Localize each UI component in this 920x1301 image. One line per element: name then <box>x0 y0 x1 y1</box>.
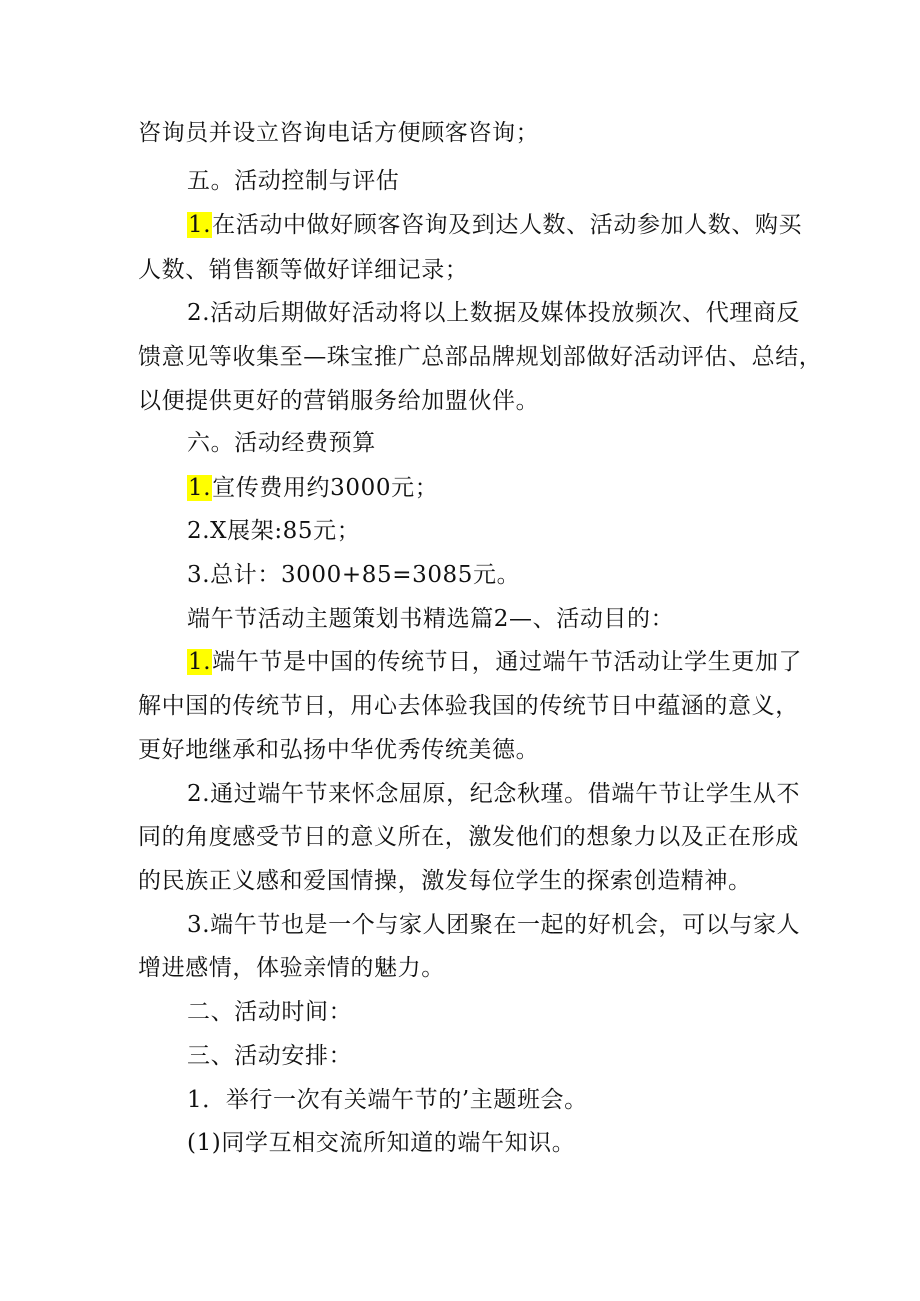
heading-text: 二、活动时间： <box>187 999 353 1025</box>
line-text: 以便提供更好的营销服务给加盟伙伴。 <box>138 388 540 414</box>
highlighted-number: 1. <box>188 475 212 501</box>
section-heading <box>187 166 847 196</box>
line-text: 馈意见等收集至—珠宝推广总部品牌规划部做好活动评估、总结， <box>138 344 823 370</box>
highlighted-number: 1. <box>188 649 212 675</box>
paragraph-line <box>138 386 798 416</box>
line-text: 解中国的传统节日，用心去体验我国的传统节日中蕴涵的意义， <box>138 693 799 719</box>
line-text: 宣传费用约3000元； <box>212 475 439 501</box>
paragraph-line <box>187 516 847 546</box>
section-heading <box>187 1041 847 1071</box>
line-text: 端午节是中国的传统节日，通过端午节活动让学生更加了 <box>212 649 803 675</box>
line-text: 2.活动后期做好活动将以上数据及媒体投放频次、代理商反 <box>187 300 801 326</box>
paragraph-line <box>138 822 798 852</box>
paragraph-line <box>187 1128 847 1158</box>
paragraph-line <box>138 691 798 721</box>
paragraph-line <box>187 560 847 590</box>
heading-text: 五。活动控制与评估 <box>187 168 400 194</box>
highlighted-number: 1. <box>188 212 212 238</box>
heading-text: 端午节活动主题策划书精选篇2—、活动目的： <box>187 606 675 632</box>
section-heading <box>187 604 847 634</box>
paragraph-line <box>138 953 798 983</box>
line-text: 2.X展架:85元； <box>187 518 361 544</box>
line-text: 1．举行一次有关端午节的’主题班会。 <box>187 1087 588 1113</box>
line-text: 咨询员并设立咨询电话方便顾客咨询； <box>138 120 540 146</box>
paragraph-line <box>138 342 823 372</box>
line-text: 3.总计：3000+85=3085元。 <box>187 562 521 588</box>
line-text: 3.端午节也是一个与家人团聚在一起的好机会，可以与家人 <box>187 912 801 938</box>
paragraph-line <box>187 473 847 503</box>
paragraph-line <box>138 735 798 765</box>
line-text: 更好地继承和弘扬中华优秀传统美德。 <box>138 737 540 763</box>
line-text: 同的角度感受节日的意义所在，激发他们的想象力以及正在形成 <box>138 824 799 850</box>
paragraph-line <box>187 210 847 240</box>
paragraph-line <box>138 118 798 148</box>
paragraph-line <box>187 1085 847 1115</box>
paragraph-line <box>187 779 847 809</box>
line-text: 2.通过端午节来怀念屈原，纪念秋瑾。借端午节让学生从不 <box>187 781 801 807</box>
paragraph-line <box>138 255 798 285</box>
paragraph-line <box>187 298 847 328</box>
line-text: 人数、销售额等做好详细记录； <box>138 257 469 283</box>
section-heading <box>187 997 847 1027</box>
paragraph-line <box>187 647 847 677</box>
heading-text: 六。活动经费预算 <box>187 430 376 456</box>
line-text: 在活动中做好顾客咨询及到达人数、活动参加人数、购买 <box>212 212 803 238</box>
section-heading <box>187 428 847 458</box>
line-text: 增进感情，体验亲情的魅力。 <box>138 955 445 981</box>
line-text: 的民族正义感和爱国情操，激发每位学生的探索创造精神。 <box>138 868 752 894</box>
heading-text: 三、活动安排： <box>187 1043 353 1069</box>
paragraph-line <box>187 910 847 940</box>
paragraph-line <box>138 866 798 896</box>
line-text: (1)同学互相交流所知道的端午知识。 <box>187 1130 576 1156</box>
